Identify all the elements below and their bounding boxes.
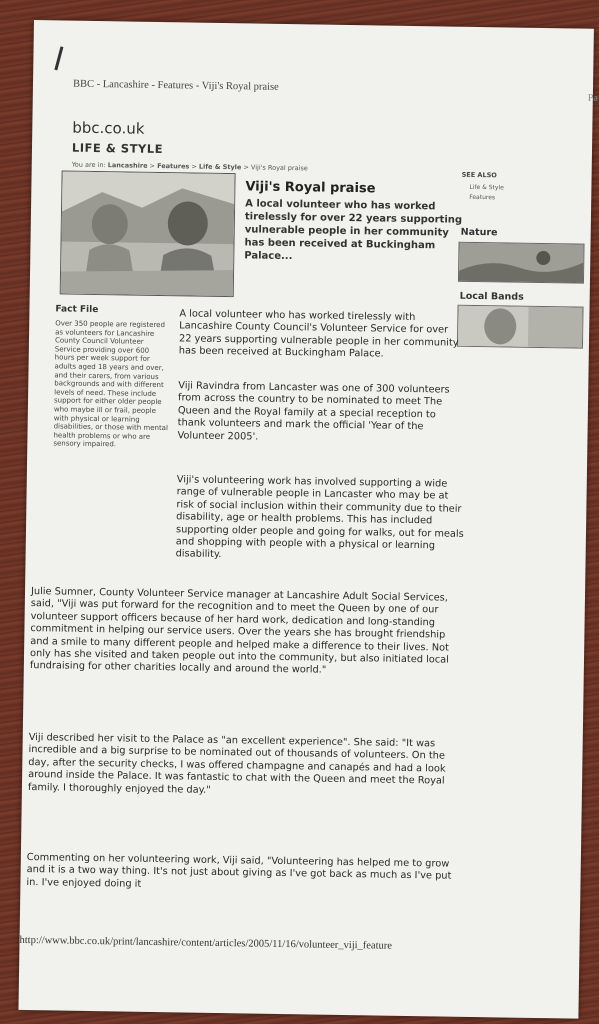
local-bands-label[interactable]: Local Bands [459,290,524,303]
fact-file-title: Fact File [55,304,99,316]
breadcrumb-item-features[interactable]: Features [157,161,190,171]
footer-url: http://www.bbc.co.uk/print/lancashire/content/articles/2005/11/16/volunteer_viji_feature [19,934,393,952]
breadcrumb: You are in: Lancashire > Features > Life & Style > Viji's Royal praise [71,160,308,173]
fact-file-body: Over 350 people are registered as volunteers for Lancashire County Council Volunteer Service providing over 600 hours per week support for adults aged 18 years and over, and their carers, from various backgrounds and with different levels of need. These include support for either older people who maybe ill or frail, people with physical or learning disabilities, or those with mental health problems or who are sensory impaired. [53,319,169,449]
article-paragraph: A local volunteer who has worked tirelessly with Lancashire County Council's Volunteer Service for over 22 years supporting vulnerable people in her community has been received at Buckingham Palace. [178,308,459,360]
see-also-title: SEE ALSO [461,170,497,180]
article-headline: Viji's Royal praise [245,179,376,197]
article-photo [60,170,236,297]
nature-thumbnail-image [459,243,584,283]
article-paragraph: Viji's volunteering work has involved supporting a wide range of vulnerable people in Lancaster who may be at risk of social inclusion within their community due to their disability, age or health problems. This has included supporting older people and going for walks, out for meals and shopping with people with a physical or learning disability. [175,474,464,561]
article-paragraph: Viji Ravindra from Lancaster was one of 300 volunteers from across the country to be nominated to meet The Queen and the Royal family at a special reception to thank volunteers and mark the official 'Year of the Volunteer 2005'. [177,380,450,443]
nature-thumbnail[interactable] [458,242,585,284]
local-bands-thumbnail-image [458,306,583,348]
article-photo-image [61,171,235,296]
printed-page [18,20,598,1019]
page-marker: Pa [587,92,598,104]
article-paragraph: Viji described her visit to the Palace as "an excellent experience". She said: "It was incredible and a big surprise to be nominated out of thousands of volunteers. On the day, after the security checks, I was offered champagne and canapés and had a look around inside the Palace. It was fantastic to chat with the Queen and meet the Royal family. I thoroughly enjoyed the day." [27,732,446,796]
article-standfirst: A local volunteer who has worked tirelessly for over 22 years supporting vulnerable people in her community has been received at Buckingham Palace... [244,198,463,263]
section-title: LIFE & STYLE [71,140,164,157]
see-also-link-features[interactable]: Features [469,193,496,202]
breadcrumb-item-life-style[interactable]: Life & Style [198,162,242,172]
pen-mark [54,46,63,70]
article-paragraph: Julie Sumner, County Volunteer Service manager at Lancashire Adult Social Services, said, "Viji was put forward for the recognition and to meet the Queen by one of our volunteer support officers because of her hard work, dedication and long-standing commitment in helping our service users. Over the years she has brought friendship and a smile to many different people and helped make a difference to their lives. Not only has she visited and taken people out into the community, but also initiated local fundraising for other charities locally and around the world." [29,586,450,677]
see-also-link-life-style[interactable]: Life & Style [469,183,504,192]
breadcrumb-item-current: Viji's Royal praise [250,163,308,173]
breadcrumb-item-lancashire[interactable]: Lancashire [107,161,148,170]
print-header: BBC - Lancashire - Features - Viji's Royal praise [72,78,279,93]
local-bands-thumbnail[interactable] [457,305,584,349]
breadcrumb-prefix: You are in: [71,160,106,170]
nature-label[interactable]: Nature [460,226,498,239]
site-name[interactable]: bbc.co.uk [72,118,145,138]
article-paragraph: Commenting on her volunteering work, Viji said, "Volunteering has helped me to grow and it is a two way thing. It's not just about giving as I've got back as much as I've put in. I've enjoyed doing it [26,851,452,890]
